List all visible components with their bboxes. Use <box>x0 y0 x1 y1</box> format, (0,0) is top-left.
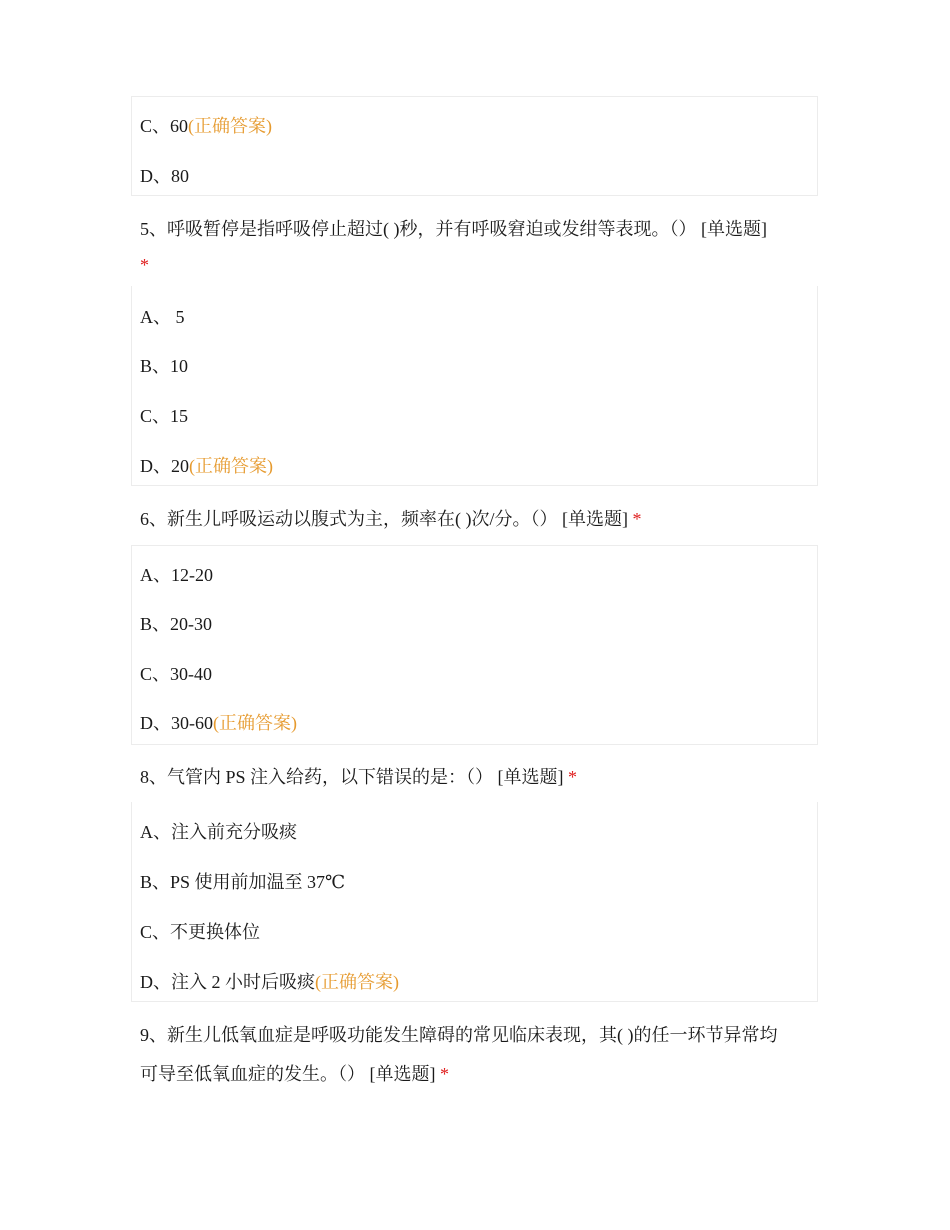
option-text: D、20 <box>140 456 189 476</box>
option-text: A、 5 <box>140 307 185 327</box>
q4-option-c[interactable] <box>140 115 272 137</box>
required-star: * <box>140 255 149 275</box>
q4-option-d[interactable] <box>140 165 189 187</box>
option-text: A、12-20 <box>140 565 213 585</box>
q6-option-a[interactable] <box>140 564 213 586</box>
q5-option-a[interactable] <box>140 306 185 328</box>
option-text: C、15 <box>140 406 189 426</box>
question-text: 6、新生儿呼吸运动以腹式为主，频率在( )次/分。（） [单选题] <box>140 509 628 529</box>
question-text: 8、气管内 PS 注入给药，以下错误的是：（） [单选题] <box>140 767 564 787</box>
correct-answer-tag: (正确答案) <box>213 713 297 733</box>
option-text: C、30-40 <box>140 664 212 684</box>
correct-answer-tag: (正确答案) <box>315 972 399 992</box>
q8-option-d[interactable] <box>140 971 399 993</box>
option-text: D、30-60 <box>140 713 213 733</box>
option-text: B、PS 使用前加温至 37℃ <box>140 872 346 892</box>
q8-option-c[interactable] <box>140 921 260 943</box>
correct-answer-tag: (正确答案) <box>189 456 273 476</box>
question-9-title-line2 <box>140 1063 449 1085</box>
q8-option-b[interactable] <box>140 871 345 893</box>
option-text: A、注入前充分吸痰 <box>140 822 297 842</box>
required-star: * <box>440 1064 449 1084</box>
option-text: C、不更换体位 <box>140 922 261 942</box>
option-text: D、80 <box>140 166 189 186</box>
question-5-title <box>140 218 767 240</box>
q5-option-b[interactable] <box>140 355 188 377</box>
question-text: 9、新生儿低氧血症是呼吸功能发生障碍的常见临床表现，其( )的任一环节异常均 <box>140 1025 778 1045</box>
option-text: D、注入 2 小时后吸痰 <box>140 972 315 992</box>
q5-option-d[interactable] <box>140 455 273 477</box>
question-5-required <box>140 254 149 276</box>
q4-options-box <box>131 96 818 196</box>
q8-option-a[interactable] <box>140 821 297 843</box>
option-text: C、60 <box>140 116 189 136</box>
correct-answer-tag: (正确答案) <box>188 116 273 136</box>
question-text: 5、呼吸暂停是指呼吸停止超过( )秒，并有呼吸窘迫或发绀等表现。（） [单选题] <box>140 219 767 239</box>
q6-option-d[interactable] <box>140 712 297 734</box>
question-8-title <box>140 766 577 788</box>
q6-option-b[interactable] <box>140 613 212 635</box>
question-6-title <box>140 508 641 530</box>
q5-option-c[interactable] <box>140 405 188 427</box>
question-text: 可导至低氧血症的发生。（） [单选题] <box>140 1064 436 1084</box>
required-star: * <box>632 509 642 529</box>
question-9-title-line1 <box>140 1024 778 1046</box>
q6-option-c[interactable] <box>140 663 212 685</box>
option-text: B、20-30 <box>140 614 212 634</box>
required-star: * <box>568 767 578 787</box>
option-text: B、10 <box>140 356 189 376</box>
